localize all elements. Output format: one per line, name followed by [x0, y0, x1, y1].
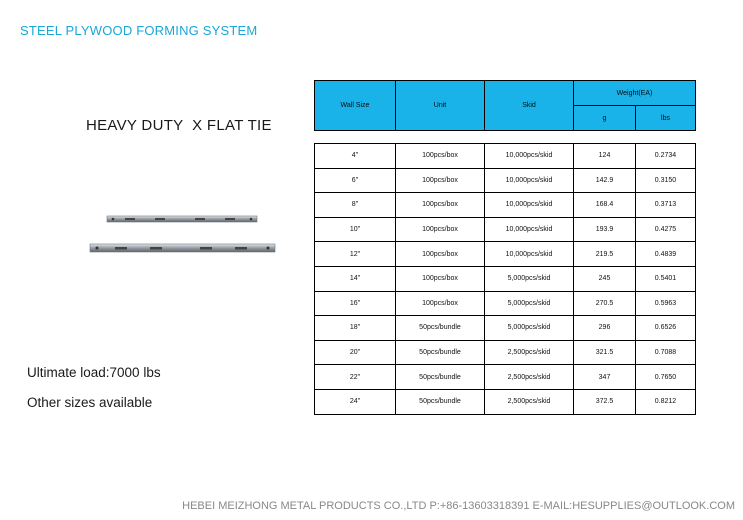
cell-unit: 100pcs/box — [396, 266, 485, 291]
header-lbs: lbs — [636, 106, 696, 131]
cell-unit: 100pcs/box — [396, 242, 485, 267]
cell-skid: 10,000pcs/skid — [485, 144, 574, 169]
cell-weight-lbs: 0.3713 — [636, 193, 696, 218]
cell-weight-g: 347 — [574, 365, 636, 390]
cell-weight-lbs: 0.2734 — [636, 144, 696, 169]
cell-wall-size: 20" — [315, 340, 396, 365]
cell-weight-lbs: 0.4839 — [636, 242, 696, 267]
header-g: g — [574, 106, 636, 131]
header-skid: Skid — [485, 81, 574, 131]
footer-contact: HEBEI MEIZHONG METAL PRODUCTS CO.,LTD P:+86-13603318391 E-MAIL:HESUPPLIES@OUTLOOK.COM — [182, 500, 735, 512]
cell-wall-size: 12" — [315, 242, 396, 267]
cell-wall-size: 22" — [315, 365, 396, 390]
cell-skid: 2,500pcs/skid — [485, 340, 574, 365]
cell-weight-g: 296 — [574, 316, 636, 341]
cell-unit: 100pcs/box — [396, 193, 485, 218]
header-wall-size: Wall Size — [315, 81, 396, 131]
table-row — [315, 193, 696, 218]
cell-weight-g: 142.9 — [574, 168, 636, 193]
cell-wall-size: 4" — [315, 144, 396, 169]
cell-unit: 100pcs/box — [396, 217, 485, 242]
cell-weight-g: 245 — [574, 266, 636, 291]
cell-skid: 5,000pcs/skid — [485, 266, 574, 291]
table-row — [315, 242, 696, 267]
other-sizes-note: Other sizes available — [27, 395, 153, 410]
cell-weight-g: 270.5 — [574, 291, 636, 316]
cell-weight-lbs: 0.5401 — [636, 266, 696, 291]
cell-skid: 10,000pcs/skid — [485, 193, 574, 218]
cell-weight-g: 321.5 — [574, 340, 636, 365]
table-row — [315, 144, 696, 169]
cell-unit: 100pcs/box — [396, 168, 485, 193]
spec-table-body — [315, 144, 696, 415]
cell-weight-lbs: 0.3150 — [636, 168, 696, 193]
cell-weight-lbs: 0.6526 — [636, 316, 696, 341]
table-row — [315, 340, 696, 365]
cell-wall-size: 24" — [315, 389, 396, 414]
flat-tie-upper — [107, 216, 257, 222]
cell-skid: 2,500pcs/skid — [485, 365, 574, 390]
cell-skid: 5,000pcs/skid — [485, 291, 574, 316]
cell-wall-size: 6" — [315, 168, 396, 193]
header-weight: Weight(EA) — [574, 81, 696, 106]
spec-table — [314, 143, 696, 415]
cell-wall-size: 16" — [315, 291, 396, 316]
cell-unit: 50pcs/bundle — [396, 340, 485, 365]
cell-unit: 50pcs/bundle — [396, 389, 485, 414]
cell-weight-lbs: 0.5963 — [636, 291, 696, 316]
cell-weight-lbs: 0.8212 — [636, 389, 696, 414]
cell-unit: 100pcs/box — [396, 144, 485, 169]
cell-wall-size: 18" — [315, 316, 396, 341]
cell-wall-size: 14" — [315, 266, 396, 291]
product-name: HEAVY DUTY X FLAT TIE — [86, 117, 272, 134]
cell-weight-g: 193.9 — [574, 217, 636, 242]
flat-tie-lower — [90, 244, 275, 252]
cell-unit: 50pcs/bundle — [396, 365, 485, 390]
table-row — [315, 291, 696, 316]
table-row — [315, 168, 696, 193]
cell-weight-g: 168.4 — [574, 193, 636, 218]
spec-table-header — [314, 80, 696, 131]
cell-weight-lbs: 0.7088 — [636, 340, 696, 365]
page-title: STEEL PLYWOOD FORMING SYSTEM — [20, 23, 258, 38]
cell-wall-size: 8" — [315, 193, 396, 218]
table-row — [315, 365, 696, 390]
flat-tie-image — [85, 210, 285, 270]
table-row — [315, 389, 696, 414]
cell-weight-lbs: 0.4275 — [636, 217, 696, 242]
cell-weight-g: 372.5 — [574, 389, 636, 414]
table-row — [315, 266, 696, 291]
header-unit: Unit — [396, 81, 485, 131]
cell-weight-lbs: 0.7650 — [636, 365, 696, 390]
cell-skid: 10,000pcs/skid — [485, 217, 574, 242]
cell-wall-size: 10" — [315, 217, 396, 242]
cell-unit: 50pcs/bundle — [396, 316, 485, 341]
table-row — [315, 217, 696, 242]
cell-weight-g: 219.5 — [574, 242, 636, 267]
cell-weight-g: 124 — [574, 144, 636, 169]
cell-skid: 2,500pcs/skid — [485, 389, 574, 414]
cell-skid: 10,000pcs/skid — [485, 168, 574, 193]
ultimate-load-note: Ultimate load:7000 lbs — [27, 365, 161, 380]
cell-skid: 10,000pcs/skid — [485, 242, 574, 267]
cell-skid: 5,000pcs/skid — [485, 316, 574, 341]
table-row — [315, 316, 696, 341]
cell-unit: 100pcs/box — [396, 291, 485, 316]
